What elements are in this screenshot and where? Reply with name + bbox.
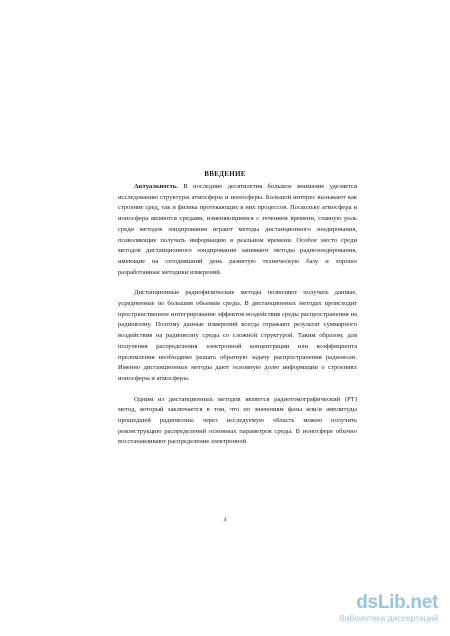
paragraph-text: Дистанционные радиофизические методы позволяют получать данные, усредненные по большим объемам среды. В дистанционных методах происходит пространственное интегрирование эффектов воздействия среды распространения на радиоволну. Поэтому данные измерений всегда отражают результат суммарного воздействия на радиоволну среды со сложной структурой. Таким образом, для получения распределения электронной концентрации или коэффициента преломления необходимо решать обратную задачу распространения радиоволн. Именно дистанционные методы дают основную долю информации о строениях ионосферы и атмосферы. xyxy=(118,289,357,382)
paragraph-tomography xyxy=(118,395,357,449)
watermark-tagline: библиотека диссертаций xyxy=(339,613,438,623)
page-number: 4 xyxy=(223,517,227,523)
body-text xyxy=(118,182,357,448)
paragraph-remote-methods xyxy=(118,288,357,384)
watermark xyxy=(300,592,440,626)
paragraph-text: Одним из дистанционных методов является радиотомографический (РТ) метод, который заключается в том, что по значениям фазы или/и амплитуды прошедшей радиоволны через исследуемую область можно получить реконструкцию распределений основных параметров среды. В ионосфере обычно восстанавливают распределение электронной xyxy=(118,395,357,446)
paragraph-text: В последние десятилетия большое внимание уделяется исследованию структуры атмосферы и ионосферы. Большой интерес вызывают как строение сред, так и физика протекающих в них процессов. Поскольку атмосфера и ионосфера являются средами, изменяющимися с течением времени, главную роль среди методов зондирования играют методы дистанционного зондирования, позволяющие получать информацию в реальном времени. Особое место среди методов дистанционного зондирования занимают методы радиозондирования, имеющие на сегодняшний день развитую техническую базу и хорошо разработанные методики измерений. xyxy=(118,183,357,276)
watermark-logo: dsLib.net xyxy=(356,592,438,613)
paragraph-lead: Актуальность. xyxy=(134,183,178,190)
paragraph-relevance xyxy=(118,182,357,278)
section-heading: ВВЕДЕНИЕ xyxy=(204,170,246,178)
